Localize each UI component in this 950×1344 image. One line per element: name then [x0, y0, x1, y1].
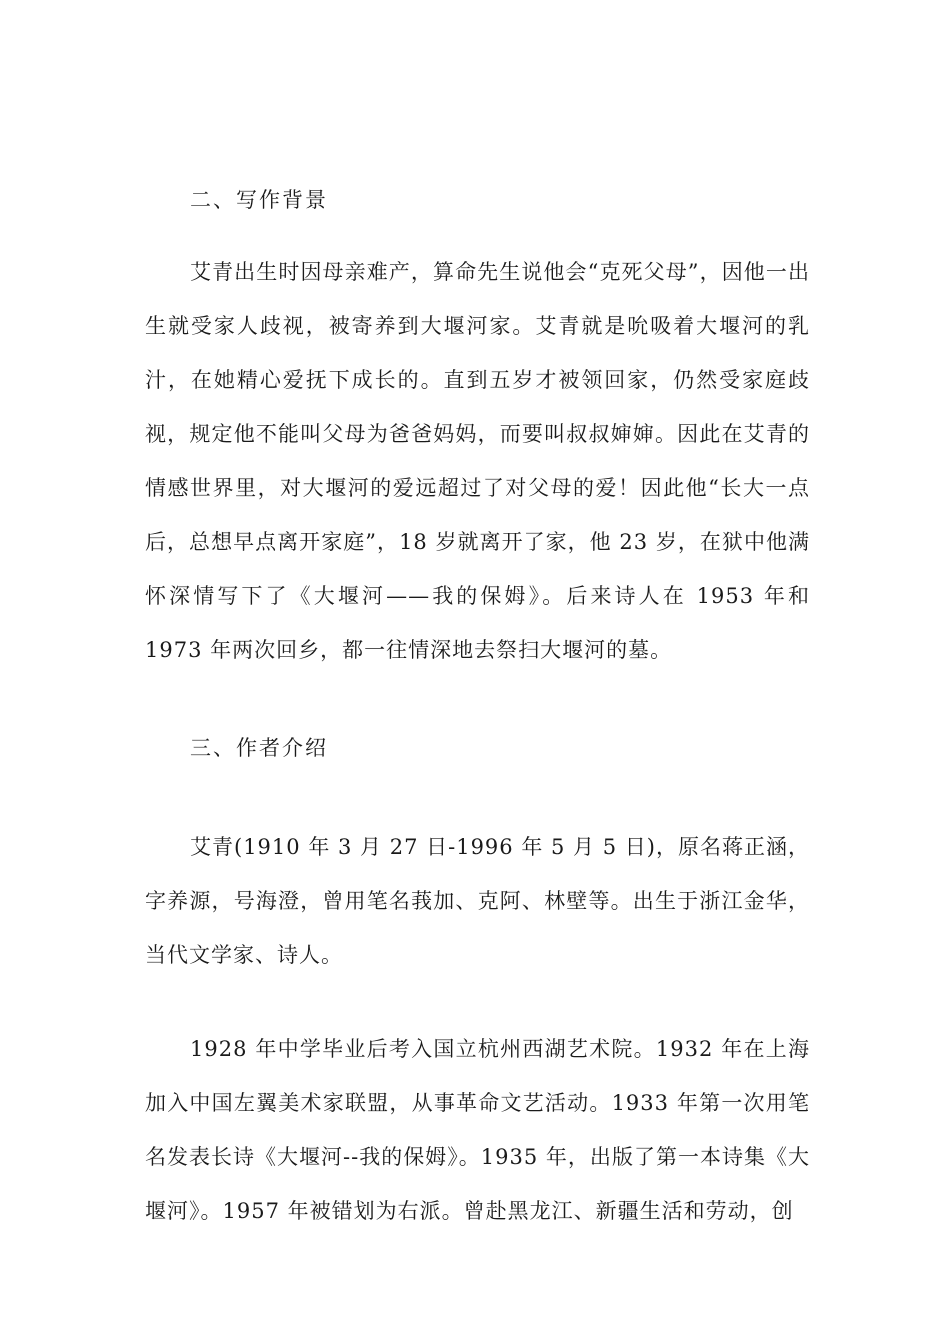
paragraph-author-career: 1928 年中学毕业后考入国立杭州西湖艺术院。1932 年在上海加入中国左翼美术家联盟，从事革命文艺活动。1933 年第一次用笔名发表长诗《大堰河--我的保姆》。1935 年，出版了第一本诗集《大堰河》。1957 年被错划为右派。曾赴黑龙江、新疆生活和劳动，创: [145, 1037, 810, 1223]
paragraph-author-bio: 艾青(1910 年 3 月 27 日-1996 年 5 月 5 日)，原名蒋正涵，字养源，号海澄，曾用笔名莪加、克阿、林壁等。出生于浙江金华，当代文学家、诗人。: [145, 835, 810, 967]
section-heading-author-intro: 三、作者介绍: [190, 736, 328, 760]
section-heading-writing-background: 二、写作背景: [190, 188, 328, 212]
paragraph-writing-background: 艾青出生时因母亲难产，算命先生说他会“克死父母”，因他一出生就受家人歧视，被寄养到大堰河家。艾青就是吮吸着大堰河的乳汁，在她精心爱抚下成长的。直到五岁才被领回家，仍然受家庭歧视，规定他不能叫父母为爸爸妈妈，而要叫叔叔婶婶。因此在艾青的情感世界里，对大堰河的爱远超过了对父母的爱！因此他“长大一点后，总想早点离开家庭”，18 岁就离开了家，他 23 岁，在狱中他满怀深情写下了《大堰河——我的保姆》。后来诗人在 1953 年和 1973 年两次回乡，都一往情深地去祭扫大堰河的墓。: [145, 260, 810, 662]
